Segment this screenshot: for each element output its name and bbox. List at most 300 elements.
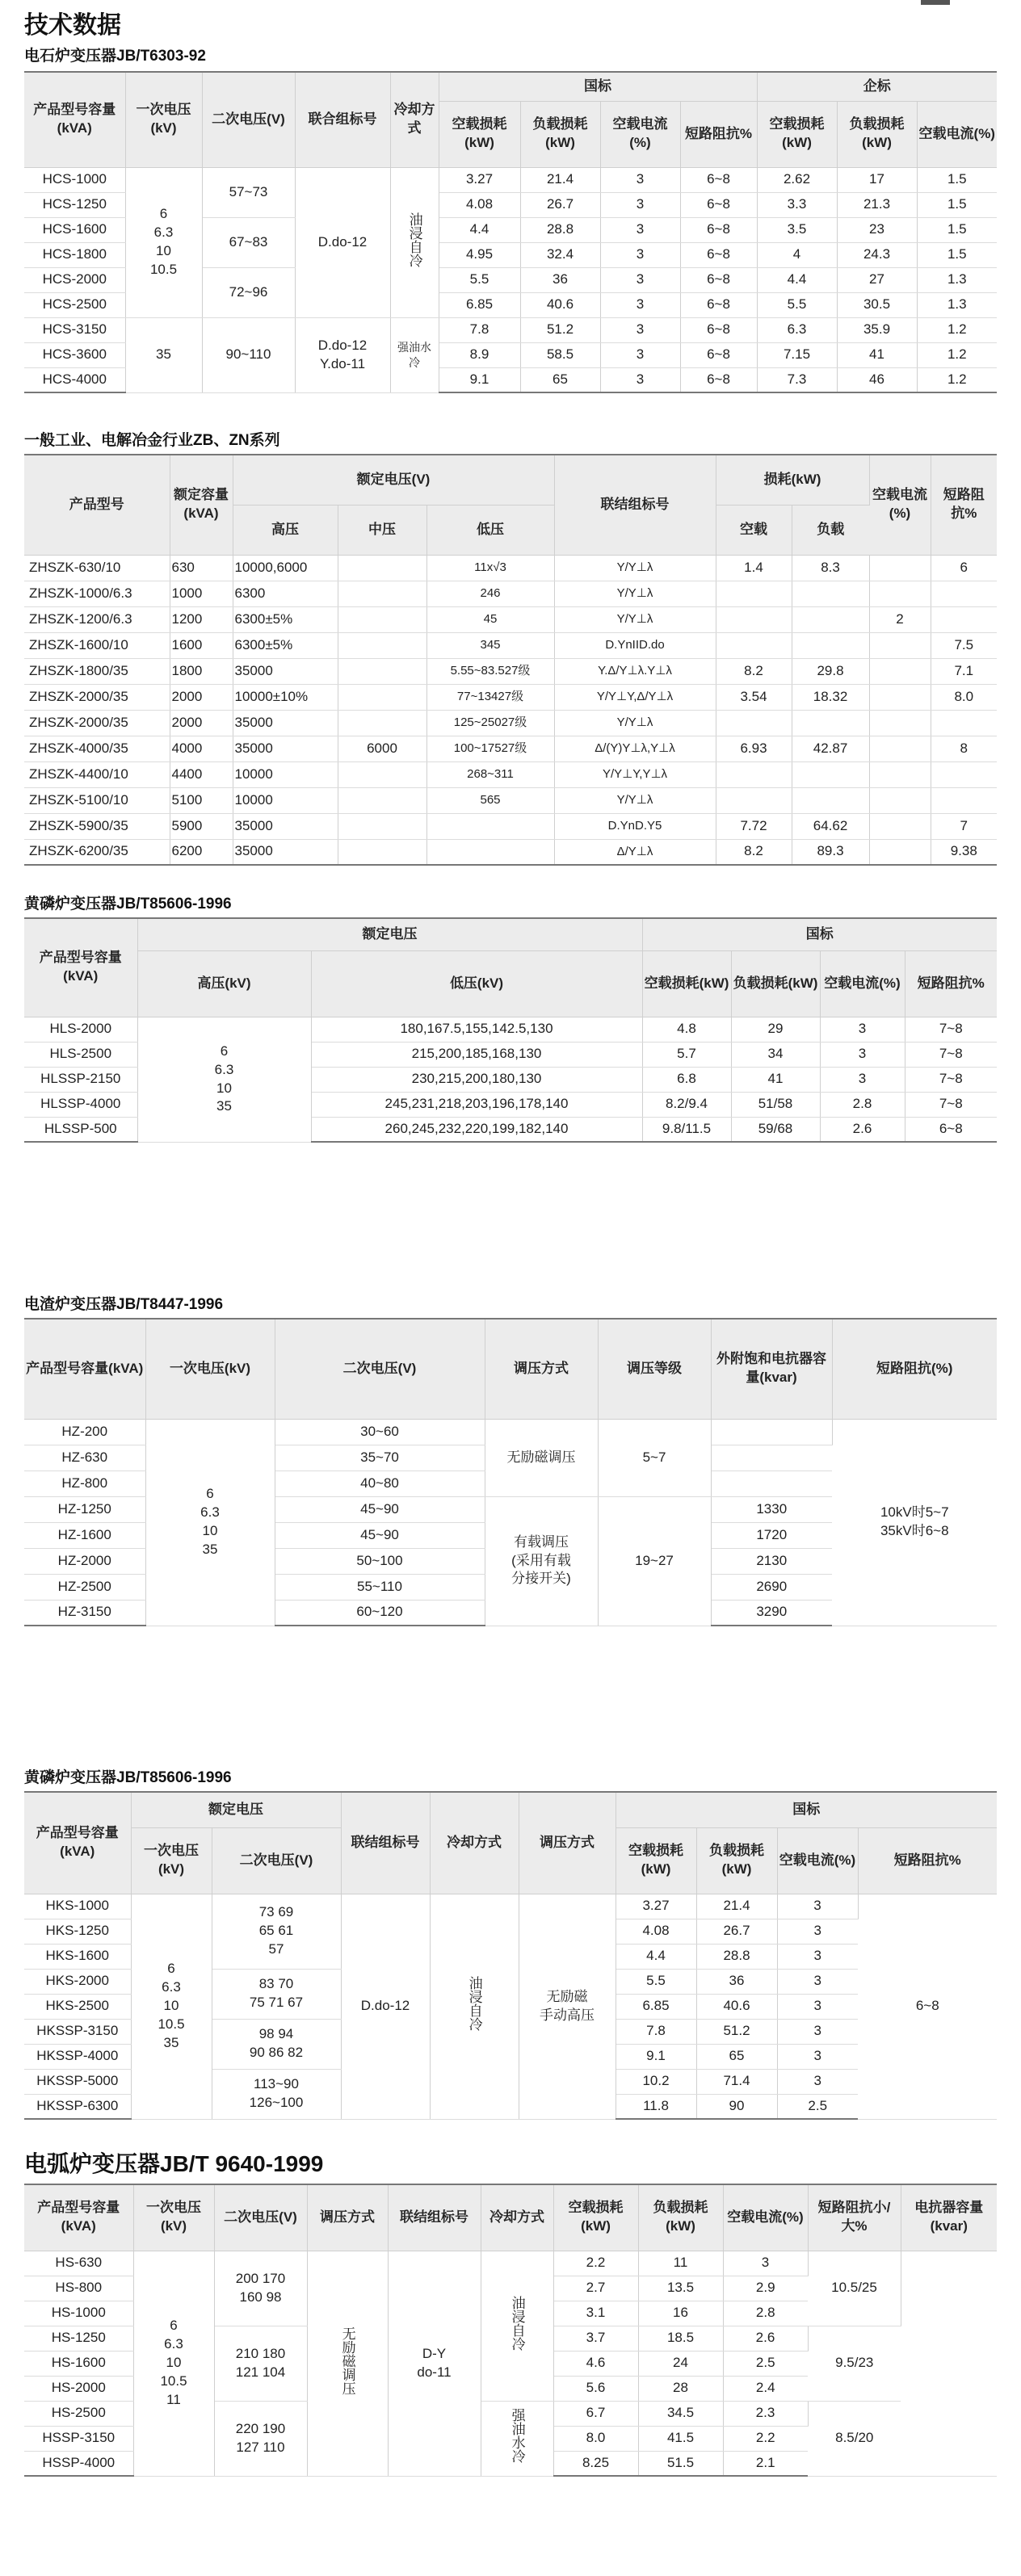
cell-value: 6.85 (616, 1994, 696, 2019)
cell-value (869, 658, 931, 684)
cell-value (792, 632, 869, 658)
header-noload-current: 空载电流(%) (869, 455, 931, 555)
cell-value: 630 (170, 555, 233, 581)
cell-model: ZHSZK-2000/35 (24, 710, 170, 736)
cell-value: 42.87 (792, 736, 869, 761)
cell-value: 51.2 (696, 2019, 777, 2044)
cell-value: 2.3 (723, 2401, 808, 2426)
cell-value: 4400 (170, 761, 233, 787)
cell-model: HLS-2000 (24, 1017, 137, 1042)
cell-model: ZHSZK-5900/35 (24, 813, 170, 839)
table-row (24, 736, 997, 761)
cell-value: 2.6 (820, 1117, 905, 1142)
header-connection-group: 联结组标号 (341, 1792, 430, 1894)
cell-value: 5.5 (616, 1969, 696, 1994)
cell-value: 26.7 (696, 1919, 777, 1944)
cell-value (869, 555, 931, 581)
header-noload-current: 空载电流(%) (600, 101, 680, 167)
cell-value: 345 (426, 632, 554, 658)
cell-value: 4.95 (439, 242, 520, 267)
cell-value: 28 (638, 2376, 723, 2401)
cell-value: 6 (931, 555, 997, 581)
table-electroslag (24, 1318, 997, 1626)
cell-value: 6.8 (642, 1067, 731, 1092)
cell-value: Y/Y⊥Y,Δ/Y⊥λ (554, 684, 716, 710)
cell-value: 9.8/11.5 (642, 1117, 731, 1142)
cell-value (338, 710, 426, 736)
cell-value: 3 (600, 167, 680, 192)
header-impedance: 短路阻抗% (931, 455, 997, 555)
header-company-load-loss: 负载损耗(kW) (837, 101, 917, 167)
cell-value: 3.54 (716, 684, 792, 710)
cell-value: 6000 (338, 736, 426, 761)
cell-value (869, 632, 931, 658)
cell-secondary-voltage: 98 94 90 86 82 (212, 2019, 341, 2069)
cell-model: ZHSZK-2000/35 (24, 684, 170, 710)
cell-value: 7~8 (905, 1042, 997, 1067)
cell-secondary-voltage: 90~110 (202, 317, 295, 392)
header-national-standard: 国标 (642, 918, 997, 950)
section-title-phosphorus-1: 黄磷炉变压器JB/T85606-1996 (24, 896, 232, 913)
cell-value: 565 (426, 787, 554, 813)
cell-value: 58.5 (520, 342, 600, 367)
section-title-carbide-furnace: 电石炉变压器JB/T6303-92 (24, 48, 206, 65)
section-title-arc-furnace: 电弧炉变压器JB/T 9640-1999 (24, 2151, 324, 2176)
cell-value: 2000 (170, 710, 233, 736)
cell-value: 125~25027级 (426, 710, 554, 736)
cell-model: HZ-630 (24, 1445, 145, 1471)
cell-model: HKS-1000 (24, 1894, 131, 1919)
cell-primary-voltage: 6 6.3 10 10.5 11 (133, 2251, 214, 2476)
header-regulation-level: 调压等级 (598, 1319, 711, 1419)
cell-value: 5.55~83.527级 (426, 658, 554, 684)
section-title-electrolysis: 一般工业、电解冶金行业ZB、ZN系列 (24, 432, 280, 449)
cell-value (338, 606, 426, 632)
header-impedance: 短路阻抗% (680, 101, 757, 167)
cell-value: 10000 (233, 787, 338, 813)
cell-value: 21.4 (520, 167, 600, 192)
cell-value: 9.38 (931, 839, 997, 865)
cell-value (869, 761, 931, 787)
table-row (24, 317, 997, 342)
cell-value: 41.5 (638, 2426, 723, 2451)
cell-value: 10000 (233, 761, 338, 787)
cell-value: 34.5 (638, 2401, 723, 2426)
cell-model: HCS-2500 (24, 292, 125, 317)
cell-value (338, 761, 426, 787)
header-rated-voltage: 额定电压(V) (233, 455, 554, 505)
header-low-voltage: 低压 (426, 505, 554, 555)
cell-secondary-voltage: 220 190 127 110 (214, 2401, 307, 2476)
table-row (24, 167, 997, 192)
cell-value (792, 581, 869, 606)
cell-value: 51.2 (520, 317, 600, 342)
cell-value: 2.5 (723, 2351, 808, 2376)
cell-value: 6~8 (680, 342, 757, 367)
cell-model: HCS-2000 (24, 267, 125, 292)
cell-value: 32.4 (520, 242, 600, 267)
table-row (24, 1017, 997, 1042)
cell-value: 35000 (233, 710, 338, 736)
cell-reactor-capacity: 2690 (711, 1574, 832, 1600)
cell-model: HKSSP-4000 (24, 2044, 131, 2069)
cell-value: 4000 (170, 736, 233, 761)
header-impedance: 短路阻抗小/大% (808, 2184, 901, 2251)
cell-regulation-level: 5~7 (598, 1419, 711, 1496)
cell-value: 2 (869, 606, 931, 632)
cell-value: 1000 (170, 581, 233, 606)
cell-cooling (481, 2401, 553, 2476)
cell-secondary-voltage: 60~120 (275, 1600, 485, 1626)
cell-model: HCS-1250 (24, 192, 125, 217)
cell-value: 35000 (233, 813, 338, 839)
header-primary-voltage: 一次电压(kV) (131, 1827, 212, 1894)
cell-value: Y/Y⊥Y,Y⊥λ (554, 761, 716, 787)
cell-value: 1.2 (917, 342, 997, 367)
cell-value: 4.4 (757, 267, 837, 292)
header-noload: 空载 (716, 505, 792, 555)
header-low-voltage: 低压(kV) (311, 950, 642, 1017)
cell-value: 6200 (170, 839, 233, 865)
cell-value: 3 (600, 342, 680, 367)
cell-value: 45 (426, 606, 554, 632)
cell-value (869, 813, 931, 839)
header-load-loss: 负载损耗(kW) (638, 2184, 723, 2251)
header-model: 产品型号容量(kVA) (24, 72, 125, 167)
cell-value: 13.5 (638, 2276, 723, 2301)
header-model: 产品型号 (24, 455, 170, 555)
header-connection-group: 联结组标号 (554, 455, 716, 555)
cell-secondary-voltage: 72~96 (202, 267, 295, 317)
cell-value: 7.8 (439, 317, 520, 342)
cell-primary-voltage: 6 6.3 10 35 (145, 1419, 275, 1626)
cell-connection-group: D.do-12 (341, 1894, 430, 2119)
cell-regulation-mode: 无励磁调压 (485, 1419, 598, 1496)
cell-value: 6~8 (680, 217, 757, 242)
cell-model: HKS-2500 (24, 1994, 131, 2019)
cell-value (338, 581, 426, 606)
cell-model: HKS-1600 (24, 1944, 131, 1969)
cell-value (338, 813, 426, 839)
cell-value: 35000 (233, 839, 338, 865)
cell-value: 40.6 (696, 1994, 777, 2019)
cell-value (931, 606, 997, 632)
cell-cooling (481, 2251, 553, 2401)
header-load-loss: 负载损耗(kW) (731, 950, 820, 1017)
cell-value (426, 813, 554, 839)
cell-value: 8.2 (716, 658, 792, 684)
cell-model: HLS-2500 (24, 1042, 137, 1067)
cell-value: 51/58 (731, 1092, 820, 1117)
cell-value: 6~8 (680, 317, 757, 342)
cell-value: 6~8 (680, 267, 757, 292)
cell-value: 30.5 (837, 292, 917, 317)
cell-value: 1600 (170, 632, 233, 658)
cell-model: HCS-3600 (24, 342, 125, 367)
cooling-text: 油浸自冷 (466, 1976, 482, 2032)
cell-value: 4.4 (439, 217, 520, 242)
cell-model: HS-630 (24, 2251, 133, 2276)
cell-value (931, 581, 997, 606)
cell-reactor-capacity (901, 2251, 997, 2476)
cell-value: 8.9 (439, 342, 520, 367)
cell-value: 246 (426, 581, 554, 606)
cell-impedance: 10kV时5~7 35kV时6~8 (832, 1419, 997, 1626)
cell-regulation-mode: 无励磁 手动高压 (519, 1894, 616, 2119)
table-row (24, 813, 997, 839)
cell-value: 3 (600, 242, 680, 267)
header-high-voltage: 高压(kV) (137, 950, 311, 1017)
header-mid-voltage: 中压 (338, 505, 426, 555)
cell-value: 7.15 (757, 342, 837, 367)
header-reactor-capacity: 电抗器容量(kvar) (901, 2184, 997, 2251)
table-electrolysis (24, 454, 997, 866)
cell-value: 9.1 (439, 367, 520, 392)
header-regulation-mode: 调压方式 (519, 1792, 616, 1894)
cell-value: 29.8 (792, 658, 869, 684)
cell-value: Y/Y⊥λ (554, 555, 716, 581)
cell-value: 7.1 (931, 658, 997, 684)
header-cooling: 冷却方式 (430, 1792, 519, 1894)
cell-model: HLSSP-4000 (24, 1092, 137, 1117)
cell-value (338, 839, 426, 865)
cell-value: 3 (820, 1067, 905, 1092)
cell-value: 65 (520, 367, 600, 392)
cell-value (931, 761, 997, 787)
cell-reactor-capacity: 2130 (711, 1548, 832, 1574)
cell-value: 5100 (170, 787, 233, 813)
cell-value: 6.93 (716, 736, 792, 761)
cell-value (869, 581, 931, 606)
cell-value: 7~8 (905, 1092, 997, 1117)
cell-value: 1.5 (917, 242, 997, 267)
cell-value (792, 710, 869, 736)
cell-secondary-voltage: 57~73 (202, 167, 295, 217)
table-row (24, 658, 997, 684)
table-row (24, 606, 997, 632)
cell-secondary-voltage: 113~90 126~100 (212, 2069, 341, 2119)
cell-value (426, 839, 554, 865)
cell-value: 3 (777, 1919, 858, 1944)
cell-value: 7~8 (905, 1067, 997, 1092)
table-row (24, 555, 997, 581)
cell-value: 36 (520, 267, 600, 292)
cell-value: 3 (600, 267, 680, 292)
cell-value: 41 (731, 1067, 820, 1092)
cell-model: HZ-2000 (24, 1548, 145, 1574)
cell-model: HS-800 (24, 2276, 133, 2301)
cell-value: 1.3 (917, 292, 997, 317)
cell-model: HSSP-3150 (24, 2426, 133, 2451)
cell-value: 268~311 (426, 761, 554, 787)
cell-value: 89.3 (792, 839, 869, 865)
cell-value: Δ/(Y)Y⊥λ,Y⊥λ (554, 736, 716, 761)
cell-secondary-voltage: 73 69 65 61 57 (212, 1894, 341, 1969)
cell-value: 6~8 (680, 292, 757, 317)
cell-value (338, 684, 426, 710)
cell-value: 10.2 (616, 2069, 696, 2094)
header-primary-voltage: 一次电压(kV) (133, 2184, 214, 2251)
cell-value: 1.3 (917, 267, 997, 292)
cell-regulation-mode: 有载调压 (采用有载 分接开关) (485, 1496, 598, 1626)
cell-value: 3 (777, 1944, 858, 1969)
corner-mark (921, 0, 950, 5)
header-noload-current: 空载电流(%) (820, 950, 905, 1017)
cell-reactor-capacity (711, 1419, 832, 1445)
cell-value (792, 606, 869, 632)
cell-value: Y/Y⊥λ (554, 606, 716, 632)
cell-value: 2.4 (723, 2376, 808, 2401)
header-rated-voltage: 额定电压 (131, 1792, 341, 1827)
cell-secondary-voltage: 45~90 (275, 1522, 485, 1548)
cell-value: 8 (931, 736, 997, 761)
cell-model: ZHSZK-1600/10 (24, 632, 170, 658)
cell-value: 8.3 (792, 555, 869, 581)
cell-model: HKSSP-3150 (24, 2019, 131, 2044)
cell-value: 1800 (170, 658, 233, 684)
cell-value: 4 (757, 242, 837, 267)
cell-value: 71.4 (696, 2069, 777, 2094)
cell-value: 6~8 (680, 367, 757, 392)
cell-value: 1.2 (917, 367, 997, 392)
cell-value: 8.2 (716, 839, 792, 865)
cell-model: HS-2500 (24, 2401, 133, 2426)
header-cooling: 冷却方式 (481, 2184, 553, 2251)
cell-model: HS-1600 (24, 2351, 133, 2376)
cell-value: 18.5 (638, 2326, 723, 2351)
cell-value: 3 (777, 1969, 858, 1994)
cell-value: 27 (837, 267, 917, 292)
cell-model: HS-1250 (24, 2326, 133, 2351)
cell-value (869, 839, 931, 865)
cell-secondary-voltage: 67~83 (202, 217, 295, 267)
table-phosphorus-2 (24, 1791, 997, 2120)
cell-value: 7.8 (616, 2019, 696, 2044)
cell-model: HKS-2000 (24, 1969, 131, 1994)
cell-value: Y.Δ/Y⊥λ.Y⊥λ (554, 658, 716, 684)
cell-value (869, 684, 931, 710)
cell-low-voltage: 180,167.5,155,142.5,130 (311, 1017, 642, 1042)
header-group-label: 联合组标号 (295, 72, 390, 167)
cell-model: HLSSP-2150 (24, 1067, 137, 1092)
cell-group-label: D.do-12 (295, 167, 390, 317)
section-title-phosphorus-2: 黄磷炉变压器JB/T85606-1996 (24, 1769, 232, 1786)
cell-value: 35.9 (837, 317, 917, 342)
cell-value: 3 (820, 1042, 905, 1067)
cell-value: 8.0 (931, 684, 997, 710)
cell-value: 3.27 (439, 167, 520, 192)
cell-value: 5.6 (553, 2376, 638, 2401)
cell-primary-voltage: 35 (125, 317, 202, 392)
cell-secondary-voltage: 200 170 160 98 (214, 2251, 307, 2326)
cell-value: 3.7 (553, 2326, 638, 2351)
cell-value (869, 787, 931, 813)
table-row (24, 684, 997, 710)
cell-value (792, 787, 869, 813)
cell-regulation-mode (307, 2251, 388, 2476)
cell-regulation-level: 19~27 (598, 1496, 711, 1626)
cell-value (716, 606, 792, 632)
table-row (24, 761, 997, 787)
table-row (24, 839, 997, 865)
cell-model: ZHSZK-5100/10 (24, 787, 170, 813)
table-row (24, 581, 997, 606)
cell-value: 28.8 (696, 1944, 777, 1969)
cell-reactor-capacity (711, 1471, 832, 1496)
header-impedance: 短路阻抗(%) (832, 1319, 997, 1419)
cell-model: ZHSZK-4000/35 (24, 736, 170, 761)
cell-value: 6300 (233, 581, 338, 606)
header-national-standard: 国标 (439, 72, 757, 101)
cell-value (716, 581, 792, 606)
cell-secondary-voltage: 40~80 (275, 1471, 485, 1496)
cell-cooling (430, 1894, 519, 2119)
cell-model: HKSSP-5000 (24, 2069, 131, 2094)
cell-value: 1.5 (917, 192, 997, 217)
cell-value: 4.8 (642, 1017, 731, 1042)
cell-secondary-voltage: 83 70 75 71 67 (212, 1969, 341, 2019)
page-title: 技术数据 (24, 12, 121, 39)
cell-cooling: 强油水冷 (390, 317, 439, 392)
cell-model: HCS-1800 (24, 242, 125, 267)
cell-model: ZHSZK-1200/6.3 (24, 606, 170, 632)
header-load-loss: 负载损耗(kW) (520, 101, 600, 167)
cell-model: ZHSZK-4400/10 (24, 761, 170, 787)
cell-low-voltage: 230,215,200,180,130 (311, 1067, 642, 1092)
table-phosphorus-1 (24, 917, 997, 1143)
cell-model: HS-2000 (24, 2376, 133, 2401)
header-noload-loss: 空载损耗(kW) (642, 950, 731, 1017)
cell-value: 2.8 (820, 1092, 905, 1117)
cell-model: HCS-1600 (24, 217, 125, 242)
cell-value: 8.25 (553, 2451, 638, 2476)
cell-value: 2.1 (723, 2451, 808, 2476)
cell-value: 11x√3 (426, 555, 554, 581)
header-high-voltage: 高压 (233, 505, 338, 555)
cell-value: D.YnIID.do (554, 632, 716, 658)
cell-value: 65 (696, 2044, 777, 2069)
cell-impedance: 6~8 (858, 1894, 997, 2119)
cell-value: 2.2 (723, 2426, 808, 2451)
cell-value: 41 (837, 342, 917, 367)
cell-value: 4.08 (439, 192, 520, 217)
cell-value: 4.6 (553, 2351, 638, 2376)
header-load: 负载 (792, 505, 869, 555)
cell-model: HZ-2500 (24, 1574, 145, 1600)
cell-value (931, 787, 997, 813)
table-carbide-furnace (24, 71, 997, 393)
cell-value (869, 710, 931, 736)
cell-value: 1.2 (917, 317, 997, 342)
header-company-noload-current: 空载电流(%) (917, 101, 997, 167)
header-secondary-voltage: 二次电压(V) (202, 72, 295, 167)
cell-value: 10000±10% (233, 684, 338, 710)
cell-model: HCS-1000 (24, 167, 125, 192)
header-primary-voltage: 一次电压(kV) (125, 72, 202, 167)
cell-reactor-capacity: 1720 (711, 1522, 832, 1548)
cell-value: 2.9 (723, 2276, 808, 2301)
cell-model: ZHSZK-1000/6.3 (24, 581, 170, 606)
cell-value: 2.2 (553, 2251, 638, 2276)
cell-value: 3 (600, 367, 680, 392)
header-regulation-mode: 调压方式 (485, 1319, 598, 1419)
cell-model: HKSSP-6300 (24, 2094, 131, 2119)
cell-value: 46 (837, 367, 917, 392)
header-impedance: 短路阻抗% (858, 1827, 997, 1894)
cell-value: 5.7 (642, 1042, 731, 1067)
cell-value: 6~8 (680, 167, 757, 192)
cooling-text: 油浸自冷 (509, 2295, 525, 2351)
